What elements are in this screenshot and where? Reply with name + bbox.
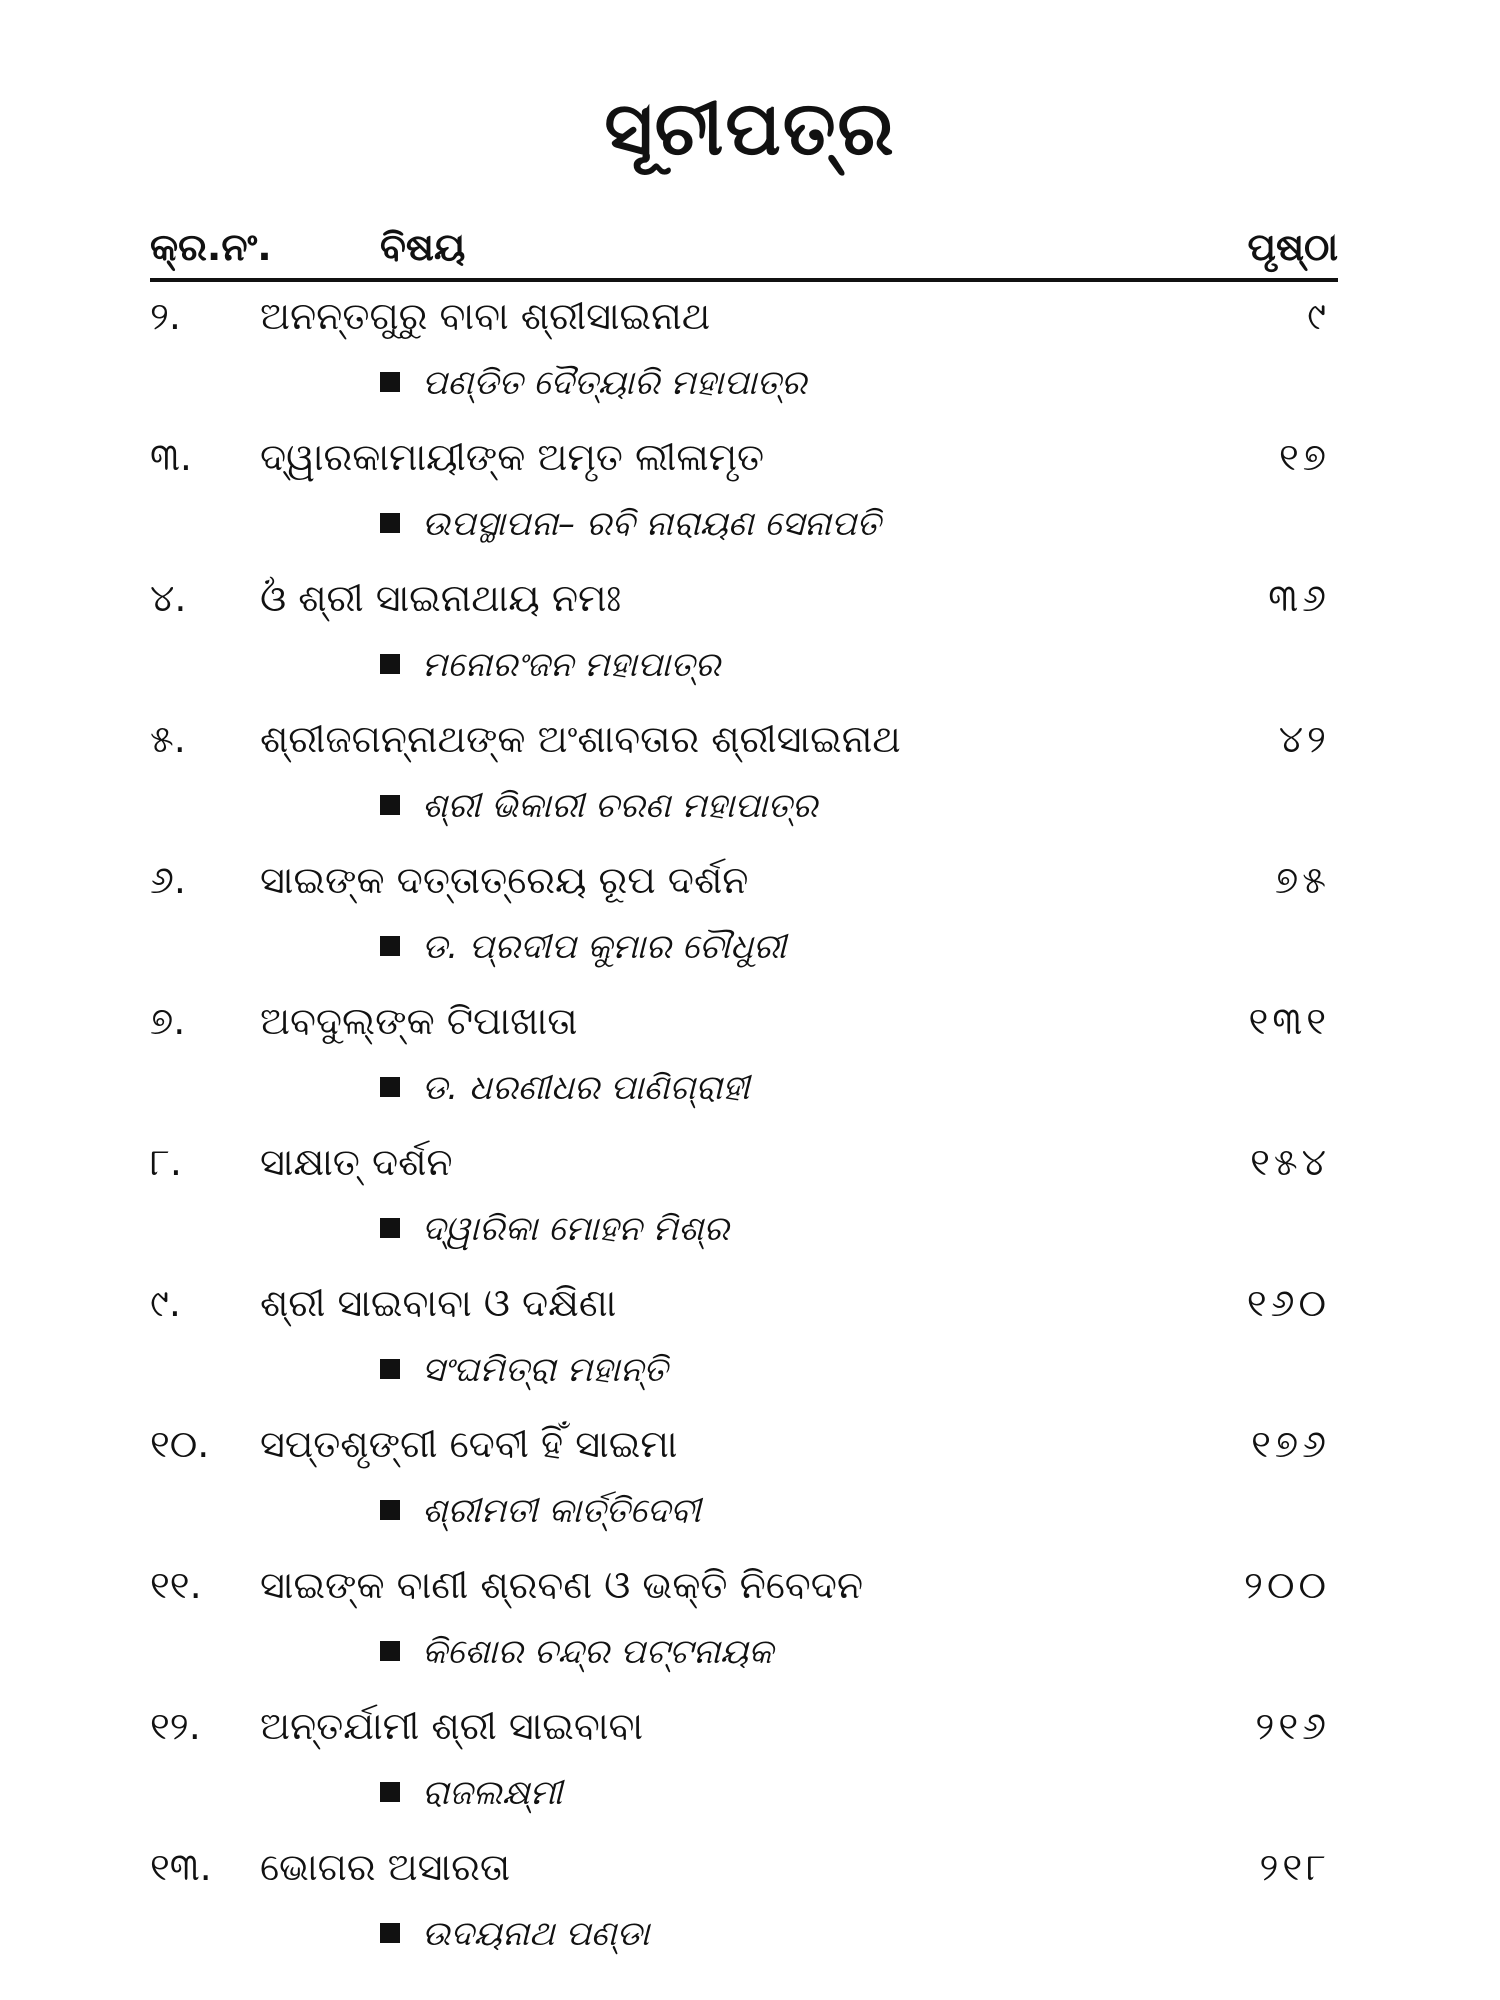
entry-subject: ଅବଦୁଲ୍‌ଙ୍କ ଟିପାଖାତା xyxy=(260,999,578,1043)
entry-page: ୧୭ xyxy=(1278,435,1330,479)
entry-subject: ଅନନ୍ତଗୁରୁ ବାବା ଶ୍ରୀସାଇନାଥ xyxy=(260,294,711,338)
page-title: ସୂଚୀପତ୍ର xyxy=(604,86,896,172)
square-bullet-icon xyxy=(380,1218,400,1238)
entry-number: ୯. xyxy=(150,1281,181,1325)
entry-number: ୬. xyxy=(150,858,186,902)
entry-page: ୩୬ xyxy=(1268,576,1330,620)
entry-number: ୪. xyxy=(150,576,187,620)
entry-subject: ଅନ୍ତର୍ଯାମୀ ଶ୍ରୀ ସାଇବାବା xyxy=(260,1704,644,1748)
entry-page: ୨୧୬ xyxy=(1255,1704,1330,1748)
entry-author: ପଣ୍ଡିତ ଦୈତ୍ୟାରି ମହାପାତ୍ର xyxy=(422,363,807,403)
entry-page: ୨୦୦ xyxy=(1244,1563,1330,1607)
entry-subject: ଦ୍ୱାରକାମାୟୀଙ୍କ ଅମୃତ ଲୀଳାମୃତ xyxy=(260,435,765,479)
entry-author-line xyxy=(380,645,720,685)
square-bullet-icon xyxy=(380,1500,400,1520)
entry-subject: ଭୋଗର ଅସାରତା xyxy=(260,1845,511,1889)
list-item xyxy=(150,713,1338,854)
square-bullet-icon xyxy=(380,795,400,815)
entry-author: କିଶୋର ଚନ୍ଦ୍ର ପଟ୍ଟନାୟକ xyxy=(422,1632,774,1672)
entry-author: ରାଜଲକ୍ଷ୍ମୀ xyxy=(422,1773,563,1813)
entry-author-line xyxy=(380,1914,649,1954)
entry-number: ୧୩. xyxy=(150,1845,212,1889)
entry-author-line xyxy=(380,1773,562,1813)
entry-author: ଶ୍ରୀ ଭିକାରୀ ଚରଣ ମହାପାତ୍ର xyxy=(422,786,818,826)
entry-number: ୫. xyxy=(150,717,186,761)
square-bullet-icon xyxy=(380,1359,400,1379)
entry-page: ୭୫ xyxy=(1275,858,1330,902)
list-item xyxy=(150,854,1338,995)
entry-author-line xyxy=(380,927,786,967)
entry-author-line xyxy=(380,1491,701,1531)
entry-author: ସଂଘମିତ୍ରା ମହାନ୍ତି xyxy=(422,1350,668,1390)
square-bullet-icon xyxy=(380,1782,400,1802)
entry-number: ୧୦. xyxy=(150,1422,210,1466)
entry-author-line xyxy=(380,363,807,403)
entry-author: ଡ. ପ୍ରଦୀପ କୁମାର ଚୌଧୁରୀ xyxy=(422,927,787,967)
entry-author-line xyxy=(380,504,881,544)
list-item xyxy=(150,1418,1338,1559)
entry-author-line xyxy=(380,1632,773,1672)
list-item xyxy=(150,1277,1338,1418)
entry-author-line xyxy=(380,1350,667,1390)
entry-author: ଉଦୟନାଥ ପଣ୍ଡା xyxy=(422,1914,650,1954)
entry-page: ୧୭୬ xyxy=(1251,1422,1330,1466)
list-item xyxy=(150,1559,1338,1700)
list-item xyxy=(150,1136,1338,1277)
entry-number: ୧୨. xyxy=(150,1704,201,1748)
square-bullet-icon xyxy=(380,1923,400,1943)
list-item xyxy=(150,290,1338,431)
entry-subject: ସାକ୍ଷାତ୍ ଦର୍ଶନ xyxy=(260,1140,453,1184)
entry-subject: ଶ୍ରୀଜଗନ୍ନାଥଙ୍କ ଅଂଶାବତାର ଶ୍ରୀସାଇନାଥ xyxy=(260,717,901,761)
entry-author-line xyxy=(380,786,818,826)
entry-author: ଦ୍ୱାରିକା ମୋହନ ମିଶ୍ର xyxy=(422,1209,730,1249)
header-serial-number: କ୍ର.ନଂ. xyxy=(150,225,272,269)
entry-author: ଶ୍ରୀମତୀ କାର୍ତ୍ତିଦେବୀ xyxy=(422,1491,701,1531)
square-bullet-icon xyxy=(380,513,400,533)
entry-number: ୨. xyxy=(150,294,182,338)
entry-author: ଉପସ୍ଥାପନା– ରବି ନାରାୟଣ ସେନାପତି xyxy=(422,504,881,544)
entry-author-line xyxy=(380,1068,750,1108)
entry-number: ୩. xyxy=(150,435,192,479)
header-page: ପୃଷ୍ଠା xyxy=(1247,225,1338,269)
square-bullet-icon xyxy=(380,1077,400,1097)
square-bullet-icon xyxy=(380,1641,400,1661)
entry-page: ୧୩୧ xyxy=(1248,999,1330,1043)
entry-page: ୧୬୦ xyxy=(1246,1281,1330,1325)
entry-page: ୨୧୮ xyxy=(1259,1845,1330,1889)
header-subject: ବିଷୟ xyxy=(380,225,466,269)
entry-number: ୮. xyxy=(150,1140,182,1184)
square-bullet-icon xyxy=(380,936,400,956)
entry-number: ୭. xyxy=(150,999,186,1043)
entry-subject: ସାଇଙ୍କ ବାଣୀ ଶ୍ରବଣ ଓ ଭକ୍ତି ନିବେଦନ xyxy=(260,1563,864,1607)
square-bullet-icon xyxy=(380,372,400,392)
list-item xyxy=(150,431,1338,572)
entry-number: ୧୧. xyxy=(150,1563,202,1607)
entry-author: ମନୋରଂଜନ ମହାପାତ୍ର xyxy=(422,645,721,685)
entry-subject: ଓଁ ଶ୍ରୀ ସାଇନାଥାୟ ନମଃ xyxy=(260,576,622,620)
entry-author-line xyxy=(380,1209,729,1249)
entry-subject: ସାଇଙ୍କ ଦତ୍ତାତ୍ରେୟ ରୂପ ଦର୍ଶନ xyxy=(260,858,749,902)
entry-page: ୧୫୪ xyxy=(1250,1140,1330,1184)
contents-list xyxy=(150,290,1338,1982)
header-divider xyxy=(150,278,1338,282)
entry-subject: ଶ୍ରୀ ସାଇବାବା ଓ ଦକ୍ଷିଣା xyxy=(260,1281,617,1325)
entry-author: ଡ. ଧରଣୀଧର ପାଣିଗ୍ରାହୀ xyxy=(422,1068,750,1108)
square-bullet-icon xyxy=(380,654,400,674)
entry-page: ୯ xyxy=(1307,294,1330,338)
table-header xyxy=(150,215,1338,275)
list-item xyxy=(150,995,1338,1136)
entry-subject: ସପ୍ତଶୃଙ୍ଗୀ ଦେବୀ ହିଁ ସାଇମା xyxy=(260,1422,678,1466)
entry-page: ୪୨ xyxy=(1278,717,1330,761)
list-item xyxy=(150,1700,1338,1841)
list-item xyxy=(150,572,1338,713)
list-item xyxy=(150,1841,1338,1982)
